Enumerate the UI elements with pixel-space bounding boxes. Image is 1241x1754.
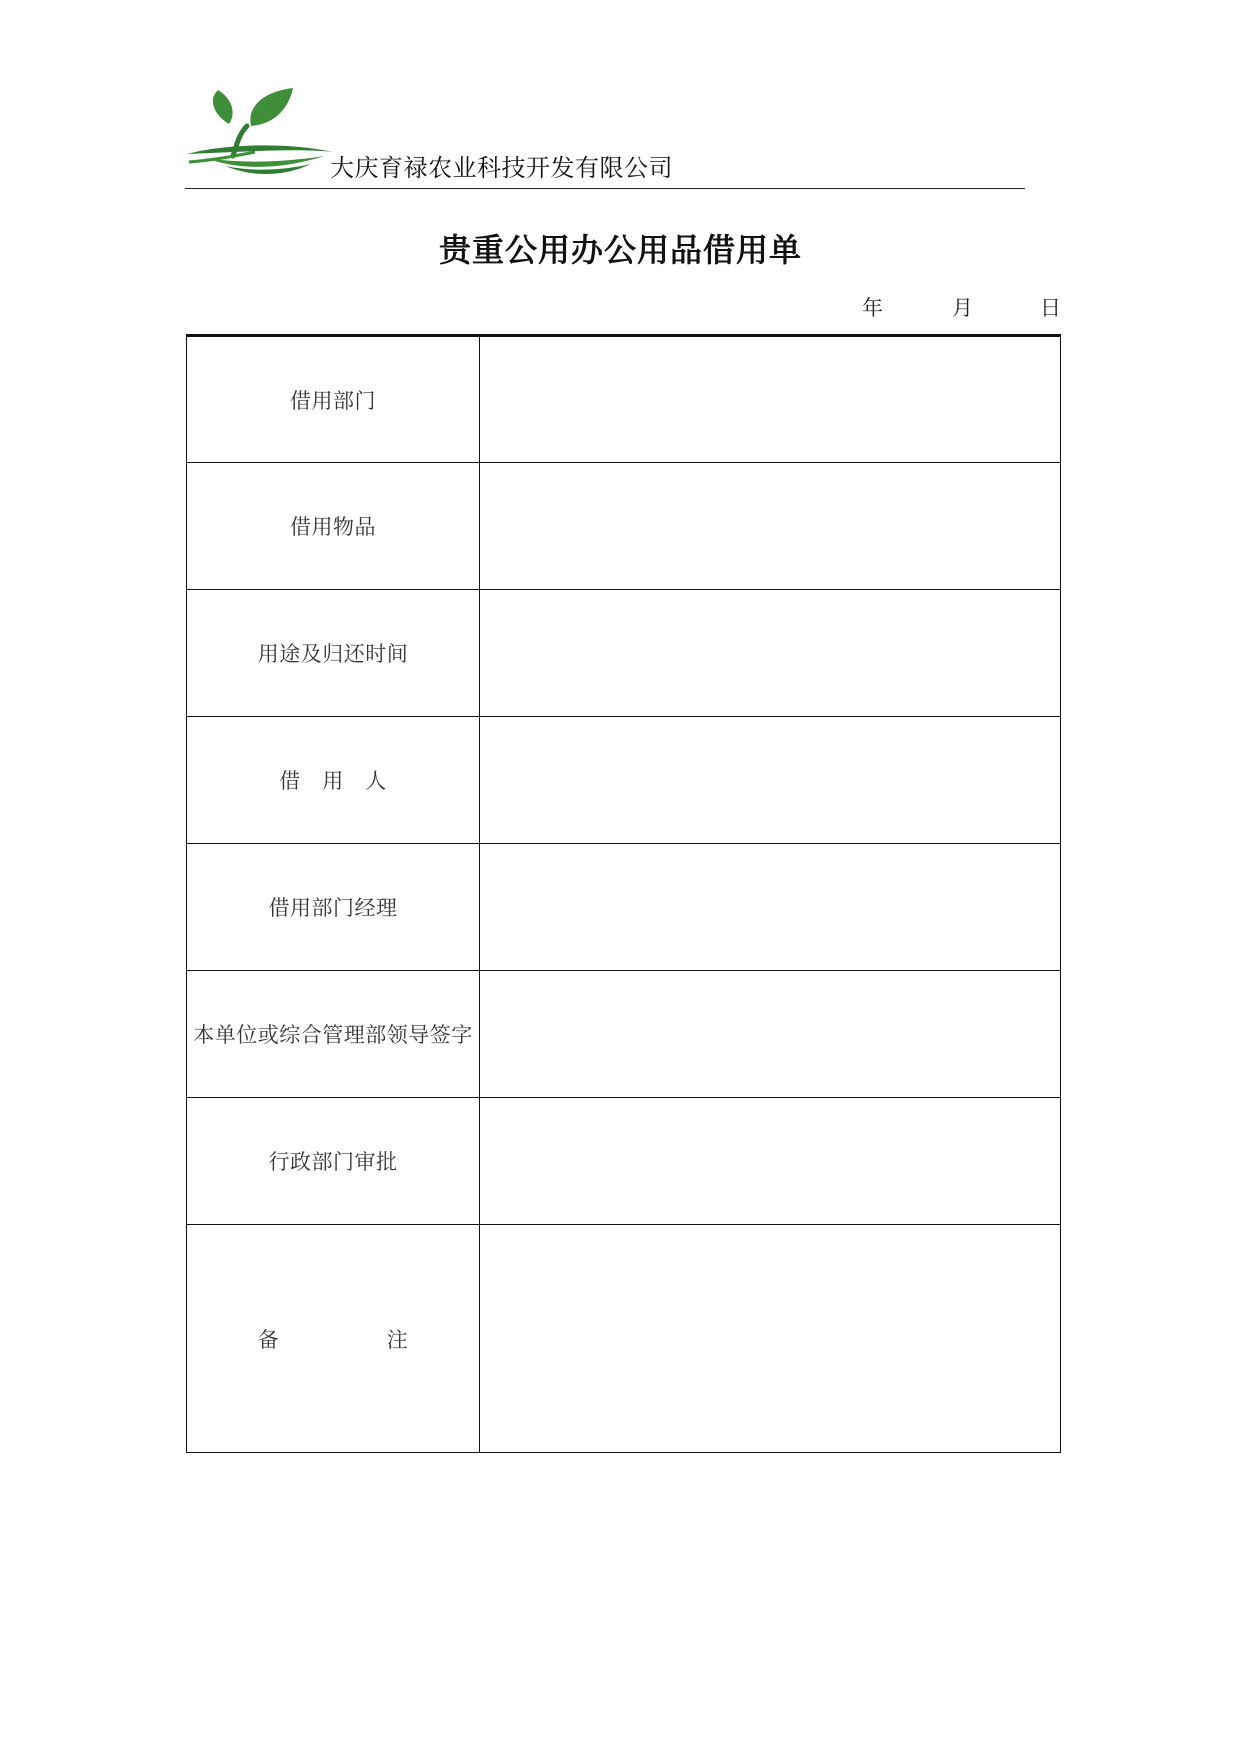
form-row-leader-signature	[187, 971, 1061, 1098]
document-title: 贵重公用办公用品借用单	[438, 231, 802, 269]
date-day-label: 日	[1040, 296, 1061, 320]
form-row-item	[187, 463, 1061, 590]
form-field-purpose[interactable]	[480, 590, 1061, 717]
form-field-department[interactable]	[480, 336, 1061, 463]
form-label-leader-signature: 本单位或综合管理部领导签字	[187, 971, 480, 1098]
form-label-remarks: 备 注	[187, 1225, 480, 1453]
form-field-remarks[interactable]	[480, 1225, 1061, 1453]
form-row-remarks	[187, 1225, 1061, 1453]
company-logo	[185, 86, 335, 182]
form-label-purpose: 用途及归还时间	[187, 590, 480, 717]
form-label-admin-approval: 行政部门审批	[187, 1098, 480, 1225]
borrow-form-table	[186, 334, 1061, 1453]
form-field-leader-signature[interactable]	[480, 971, 1061, 1098]
date-month-label: 月	[952, 296, 973, 320]
header-divider	[185, 188, 1025, 189]
form-field-borrower[interactable]	[480, 717, 1061, 844]
form-row-manager	[187, 844, 1061, 971]
form-row-department	[187, 336, 1061, 463]
form-row-admin-approval	[187, 1098, 1061, 1225]
form-label-manager: 借用部门经理	[187, 844, 480, 971]
form-field-admin-approval[interactable]	[480, 1098, 1061, 1225]
form-row-purpose	[187, 590, 1061, 717]
form-label-borrower: 借 用 人	[187, 717, 480, 844]
company-name: 大庆育禄农业科技开发有限公司	[330, 154, 673, 182]
form-label-department: 借用部门	[187, 336, 480, 463]
form-row-borrower	[187, 717, 1061, 844]
date-year-label: 年	[862, 296, 883, 320]
form-field-manager[interactable]	[480, 844, 1061, 971]
form-label-item: 借用物品	[187, 463, 480, 590]
form-field-item[interactable]	[480, 463, 1061, 590]
